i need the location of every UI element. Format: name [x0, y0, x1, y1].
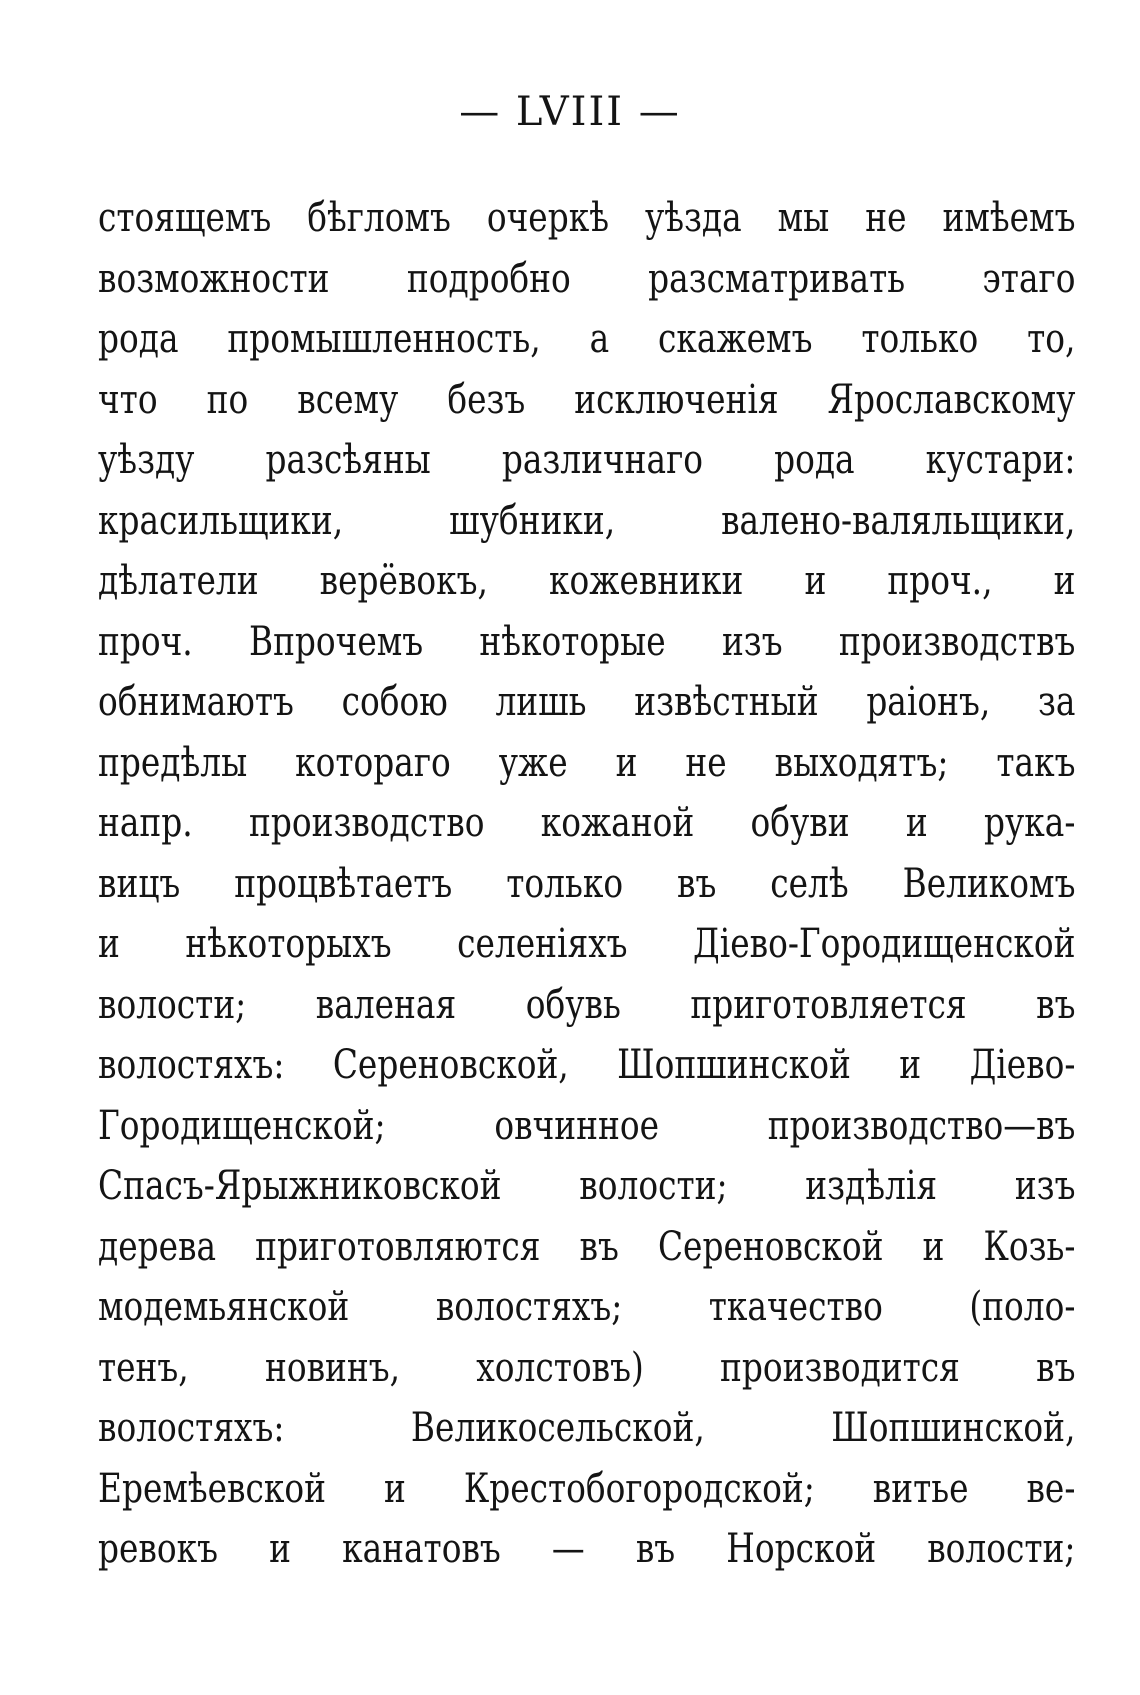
text-line: ревокъ и канатовъ — въ Норской волости;: [98, 1526, 1076, 1572]
text-line: возможности подробно разсматривать этаго: [98, 255, 1076, 302]
text-line: предѣлы котораго уже и не выходятъ; такъ: [98, 739, 1076, 786]
text-line: тенъ, новинъ, холстовъ) производится въ: [98, 1344, 1076, 1391]
body-text: [98, 188, 1076, 1580]
text-line: обнимаютъ собою лишь извѣстный раіонъ, за: [98, 679, 1076, 725]
page-number: — LVIII —: [459, 89, 681, 135]
text-line: проч. Впрочемъ нѣкоторые изъ производствъ: [98, 618, 1076, 665]
text-line: напр. производство кожаной обуви и рука-: [98, 800, 1076, 846]
text-line: что по всему безъ исключенія Ярославскому: [98, 376, 1076, 423]
text-line: волости; валеная обувь приготовляется въ: [98, 981, 1076, 1028]
text-line: и нѣкоторыхъ селеніяхъ Діево-Городищенской: [98, 921, 1076, 967]
text-line: уѣзду разсѣяны различнаго рода кустари:: [98, 437, 1076, 483]
text-line: вицъ процвѣтаетъ только въ селѣ Великомъ: [98, 860, 1076, 907]
text-line: дерева приготовляются въ Сереновской и Козь-: [98, 1223, 1076, 1270]
text-line: Еремѣевской и Крестобогородской; витье ве-: [98, 1465, 1076, 1512]
text-line: стоящемъ бѣгломъ очеркѣ уѣзда мы не имѣемъ: [98, 195, 1076, 241]
text-line: рода промышленность, а скажемъ только то,: [98, 316, 1076, 362]
text-line: Спасъ-Ярыжниковской волости; издѣлія изъ: [98, 1163, 1076, 1209]
text-line: волостяхъ: Великосельской, Шопшинской,: [98, 1405, 1076, 1451]
text-line: дѣлатели верёвокъ, кожевники и проч., и: [98, 558, 1076, 604]
text-line: модемьянской волостяхъ; ткачество (поло-: [98, 1284, 1076, 1330]
text-line: красильщики, шубники, валено-валяльщики,: [98, 497, 1076, 544]
text-line: Городищенской; овчинное производство—въ: [98, 1102, 1076, 1149]
text-line: волостяхъ: Сереновской, Шопшинской и Діево-: [98, 1042, 1076, 1088]
